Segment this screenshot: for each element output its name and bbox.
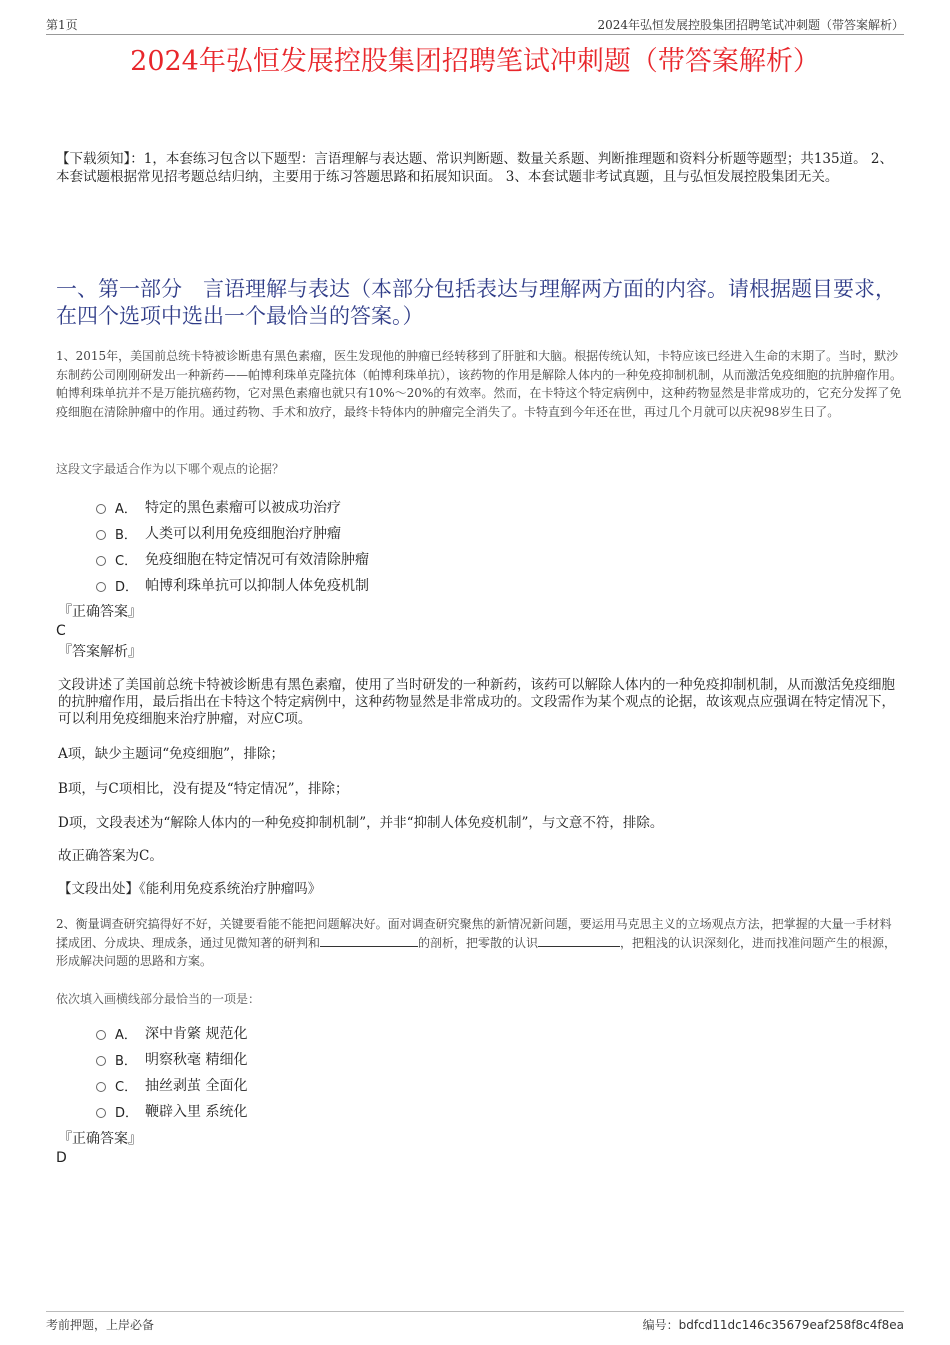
- q1-answer-label: 『正确答案』: [58, 604, 142, 620]
- q1-stem: 1、2015年，美国前总统卡特被诊断患有黑色素瘤，医生发现他的肿瘤已经转移到了肝脏和大脑。根据传统认知，卡特应该已经进入生命的末期了。当时，默沙东制药公司刚刚研发出一种新药——帕博利珠单克隆抗体（帕博利珠单抗），该药物的作用是解除人体内的一种免疫抑制机制，从而激活免疫细胞的抗肿瘤作用。帕博利珠单抗并不是万能抗癌药物，它对黑色素瘤也就只有10%～20%的有效率。然而，在卡特这个特定病例中，这种药物显然是非常成功的，它充分发挥了免疫细胞在清除肿瘤中的作用。通过药物、手术和放疗，最终卡特体内的肿瘤完全消失了。卡特直到今年还在世，再过几个月就可以庆祝98岁生日了。: [56, 349, 903, 419]
- q2-blank-1: [320, 934, 418, 947]
- radio-icon[interactable]: [96, 1030, 106, 1040]
- radio-icon[interactable]: [96, 504, 106, 514]
- q2-stem: 2、衡量调查研究搞得好不好，关键要看能不能把问题解决好。面对调查研究聚焦的新情况新问题，要运用马克思主义的立场观点方法，把掌握的大量一手材料揉成团、分成块、理成条，通过见微知著的研判和 的剖析，把零散的认识 ，把粗浅的认识深刻化，进而找准问题产生的根源，形成解决问题的思路和方案。: [56, 917, 897, 968]
- q1-option-d[interactable]: D． 帕博利珠单抗可以抑制人体免疫机制: [96, 572, 696, 598]
- q1-source: 【文段出处】《能利用免疫系统治疗肿瘤吗》: [58, 881, 322, 897]
- q2-prompt: 依次填入画横线部分最恰当的一项是：: [56, 992, 261, 1006]
- page-number: 第1页: [46, 18, 78, 32]
- q2-blank-2: [538, 934, 620, 947]
- q1-analysis-a: A项，缺少主题词“免疫细胞”，排除；: [58, 746, 285, 762]
- q1-analysis: 文段讲述了美国前总统卡特被诊断患有黑色素瘤，使用了当时研发的一种新药，该药可以解除人体内的一种免疫抑制机制，从而激活免疫细胞的抗肿瘤作用，最后指出在卡特这个特定病例中，这种药物显然是非常成功的。文段需作为某个观点的论据，故该观点应强调在特定情况下，可以利用免疫细胞来治疗肿瘤，对应C项。: [58, 677, 895, 727]
- q1-answer: C: [56, 623, 66, 639]
- section-heading: 一、第一部分 言语理解与表达（本部分包括表达与理解两方面的内容。请根据题目要求，在四个选项中选出一个最恰当的答案。）: [56, 277, 896, 328]
- radio-icon[interactable]: [96, 530, 106, 540]
- radio-icon[interactable]: [96, 1056, 106, 1066]
- q1-analysis-label: 『答案解析』: [58, 644, 142, 660]
- q1-options: [96, 494, 696, 598]
- q1-option-b[interactable]: B． 人类可以利用免疫细胞治疗肿瘤: [96, 520, 696, 546]
- q1-prompt: 这段文字最适合作为以下哪个观点的论据？: [56, 462, 285, 476]
- q2-options: [96, 1020, 696, 1124]
- header-doc-title: 2024年弘恒发展控股集团招聘笔试冲刺题（带答案解析）: [597, 18, 904, 32]
- q2-option-d[interactable]: D． 鞭辟入里 系统化: [96, 1098, 696, 1124]
- q2-option-c[interactable]: C． 抽丝剥茧 全面化: [96, 1072, 696, 1098]
- q1-conclusion: 故正确答案为C。: [58, 848, 163, 864]
- q2-option-b[interactable]: B． 明察秋毫 精细化: [96, 1046, 696, 1072]
- document-title: 2024年弘恒发展控股集团招聘笔试冲刺题（带答案解析）: [130, 46, 820, 77]
- radio-icon[interactable]: [96, 1108, 106, 1118]
- footer-code: 编号：bdfcd11dc146c35679eaf258f8c4f8ea: [642, 1318, 904, 1332]
- q1-option-a[interactable]: A． 特定的黑色素瘤可以被成功治疗: [96, 494, 696, 520]
- page-footer: [46, 1311, 904, 1334]
- q2-answer-label: 『正确答案』: [58, 1131, 142, 1147]
- page-header: [46, 14, 904, 35]
- radio-icon[interactable]: [96, 556, 106, 566]
- q2-option-a[interactable]: A． 深中肯綮 规范化: [96, 1020, 696, 1046]
- q1-option-c[interactable]: C． 免疫细胞在特定情况可有效清除肿瘤: [96, 546, 696, 572]
- footer-slogan: 考前押题，上岸必备: [46, 1318, 155, 1332]
- download-notice: 【下载须知】：1，本套练习包含以下题型：言语理解与表达题、常识判断题、数量关系题、判断推理题和资料分析题等题型；共135道。 2、本套试题根据常见招考题总结归纳，主要用于练习答题思路和拓展知识面。 3、本套试题非考试真题，且与弘恒发展控股集团无关。: [56, 151, 893, 185]
- q1-analysis-d: D项，文段表述为“解除人体内的一种免疫抑制机制”，并非“抑制人体免疫机制”，与文意不符，排除。: [58, 815, 664, 831]
- radio-icon[interactable]: [96, 1082, 106, 1092]
- q1-analysis-b: B项，与C项相比，没有提及“特定情况”，排除；: [58, 781, 349, 797]
- radio-icon[interactable]: [96, 582, 106, 592]
- q2-answer: D: [56, 1150, 67, 1166]
